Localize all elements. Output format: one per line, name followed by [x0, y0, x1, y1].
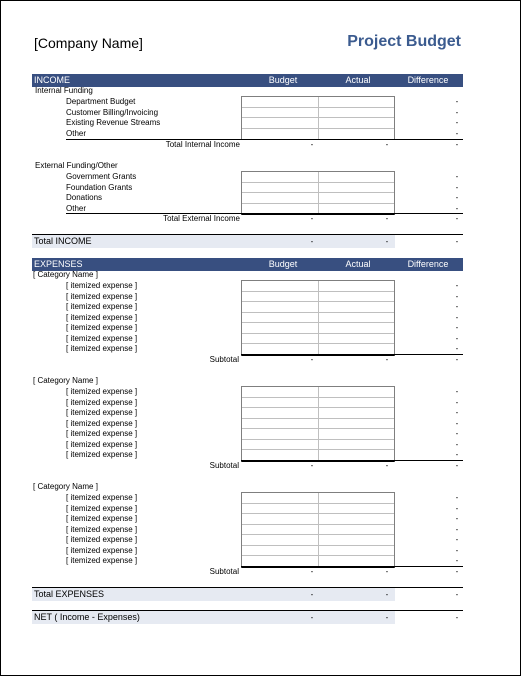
- net-label: NET ( Income - Expenses): [34, 612, 140, 622]
- difference-value: -: [455, 118, 459, 127]
- budget-net: -: [310, 613, 314, 622]
- difference-value: -: [455, 193, 459, 202]
- company-name[interactable]: [Company Name]: [34, 35, 143, 51]
- difference-value: -: [455, 302, 459, 311]
- difference-value: -: [455, 524, 459, 534]
- line-item[interactable]: Government Grants: [66, 172, 137, 181]
- difference-value: -: [455, 203, 459, 213]
- expenses-difference-column-header: Difference: [407, 259, 449, 269]
- budget-subtotal: -: [310, 354, 314, 364]
- expense-input-grid[interactable]: [241, 280, 395, 356]
- actual-subtotal: -: [385, 566, 389, 576]
- input-row[interactable]: [242, 440, 394, 451]
- difference-value: -: [455, 450, 459, 459]
- external-funding-label: External Funding/Other: [35, 161, 118, 170]
- total-income-label: Total INCOME: [34, 236, 92, 246]
- category-name[interactable]: [ Category Name ]: [33, 482, 98, 491]
- budget-total: -: [310, 140, 314, 149]
- input-row[interactable]: [242, 302, 394, 313]
- difference-value: -: [455, 128, 459, 138]
- input-row[interactable]: [242, 429, 394, 440]
- actual-total: -: [385, 214, 389, 223]
- budget-subtotal: -: [310, 566, 314, 576]
- total-rule: [66, 139, 463, 140]
- difference-total: -: [455, 140, 459, 149]
- subtotal-rule: [241, 354, 463, 355]
- itemized-expense[interactable]: [ itemized expense ]: [66, 535, 138, 544]
- itemized-expense[interactable]: [ itemized expense ]: [66, 503, 138, 513]
- actual-subtotal: -: [385, 354, 389, 364]
- line-item[interactable]: Existing Revenue Streams: [66, 118, 161, 127]
- input-row[interactable]: [242, 535, 394, 546]
- difference-total: -: [455, 214, 459, 223]
- input-row[interactable]: [242, 323, 394, 334]
- input-row[interactable]: [242, 408, 394, 419]
- income-difference-column-header: Difference: [407, 75, 449, 85]
- difference-value: -: [455, 535, 459, 544]
- input-row[interactable]: [242, 398, 394, 409]
- line-item[interactable]: Foundation Grants: [66, 182, 133, 192]
- budget-total: -: [310, 214, 314, 223]
- total-expenses-label: Total EXPENSES: [34, 589, 105, 599]
- subtotal-rule: [241, 566, 463, 567]
- actual-total: -: [385, 590, 389, 599]
- difference-value: -: [455, 408, 459, 417]
- itemized-expense[interactable]: [ itemized expense ]: [66, 323, 138, 332]
- total-internal-income-label: Total Internal Income: [165, 140, 240, 149]
- difference-value: -: [455, 182, 459, 192]
- line-item[interactable]: Donations: [66, 193, 103, 202]
- itemized-expense[interactable]: [ itemized expense ]: [66, 429, 138, 438]
- itemized-expense[interactable]: [ itemized expense ]: [66, 439, 138, 449]
- itemized-expense[interactable]: [ itemized expense ]: [66, 281, 138, 290]
- subtotal-label: Subtotal: [209, 354, 239, 364]
- external-input-grid[interactable]: [241, 171, 395, 215]
- input-row[interactable]: [242, 193, 394, 204]
- budget-total: -: [310, 237, 314, 246]
- difference-value: -: [455, 545, 459, 555]
- itemized-expense[interactable]: [ itemized expense ]: [66, 493, 138, 502]
- line-item[interactable]: Department Budget: [66, 97, 136, 106]
- input-row[interactable]: [242, 183, 394, 194]
- difference-subtotal: -: [455, 354, 459, 364]
- budget-subtotal: -: [310, 460, 314, 470]
- difference-value: -: [455, 556, 459, 565]
- internal-funding-label: Internal Funding: [35, 86, 93, 95]
- itemized-expense[interactable]: [ itemized expense ]: [66, 408, 138, 417]
- difference-value: -: [455, 291, 459, 301]
- itemized-expense[interactable]: [ itemized expense ]: [66, 397, 138, 407]
- difference-value: -: [455, 323, 459, 332]
- income-budget-column-header: Budget: [268, 75, 298, 85]
- difference-subtotal: -: [455, 566, 459, 576]
- actual-net: -: [385, 613, 389, 622]
- input-row[interactable]: [242, 118, 394, 129]
- income-actual-column-header: Actual: [345, 75, 371, 85]
- itemized-expense[interactable]: [ itemized expense ]: [66, 524, 138, 534]
- itemized-expense[interactable]: [ itemized expense ]: [66, 387, 138, 396]
- expense-input-grid[interactable]: [241, 386, 395, 462]
- input-row[interactable]: [242, 493, 394, 504]
- category-name[interactable]: [ Category Name ]: [33, 376, 98, 385]
- subtotal-label: Subtotal: [209, 460, 239, 470]
- itemized-expense[interactable]: [ itemized expense ]: [66, 333, 138, 343]
- input-row[interactable]: [242, 334, 394, 345]
- difference-net: -: [455, 613, 459, 622]
- budget-total: -: [310, 590, 314, 599]
- difference-value: -: [455, 439, 459, 449]
- expenses-header-label: EXPENSES: [34, 259, 83, 269]
- difference-value: -: [455, 514, 459, 523]
- itemized-expense[interactable]: [ itemized expense ]: [66, 344, 138, 353]
- input-row[interactable]: [242, 97, 394, 108]
- subtotal-label: Subtotal: [209, 566, 239, 576]
- difference-value: -: [455, 312, 459, 322]
- itemized-expense[interactable]: [ itemized expense ]: [66, 545, 138, 555]
- input-row[interactable]: [242, 525, 394, 536]
- line-item[interactable]: Customer Billing/Invoicing: [66, 107, 159, 117]
- total-rule: [66, 213, 463, 214]
- difference-subtotal: -: [455, 460, 459, 470]
- itemized-expense[interactable]: [ itemized expense ]: [66, 556, 138, 565]
- internal-input-grid[interactable]: [241, 96, 395, 140]
- difference-value: -: [455, 493, 459, 502]
- itemized-expense[interactable]: [ itemized expense ]: [66, 291, 138, 301]
- input-row[interactable]: [242, 387, 394, 398]
- total-external-income-label: Total External Income: [163, 214, 240, 223]
- expenses-actual-column-header: Actual: [345, 259, 371, 269]
- difference-value: -: [455, 503, 459, 513]
- input-row[interactable]: [242, 172, 394, 183]
- difference-value: -: [455, 397, 459, 407]
- input-row[interactable]: [242, 546, 394, 557]
- difference-value: -: [455, 107, 459, 117]
- difference-total: -: [455, 237, 459, 246]
- input-row[interactable]: [242, 419, 394, 430]
- input-row[interactable]: [242, 129, 394, 140]
- category-name[interactable]: [ Category Name ]: [33, 270, 98, 279]
- income-header-label: INCOME: [34, 75, 70, 85]
- expenses-budget-column-header: Budget: [268, 259, 298, 269]
- input-row[interactable]: [242, 514, 394, 525]
- itemized-expense[interactable]: [ itemized expense ]: [66, 418, 138, 428]
- income-header-bar: [32, 74, 463, 87]
- line-item[interactable]: Other: [66, 128, 87, 138]
- input-row[interactable]: [242, 281, 394, 292]
- subtotal-rule: [241, 460, 463, 461]
- difference-value: -: [455, 172, 459, 181]
- actual-total: -: [385, 140, 389, 149]
- input-row[interactable]: [242, 313, 394, 324]
- difference-value: -: [455, 387, 459, 396]
- difference-total: -: [455, 590, 459, 599]
- difference-value: -: [455, 429, 459, 438]
- line-item[interactable]: Other: [66, 203, 87, 213]
- input-row[interactable]: [242, 108, 394, 119]
- input-row[interactable]: [242, 504, 394, 515]
- itemized-expense[interactable]: [ itemized expense ]: [66, 514, 138, 523]
- difference-value: -: [455, 281, 459, 290]
- itemized-expense[interactable]: [ itemized expense ]: [66, 450, 138, 459]
- difference-value: -: [455, 344, 459, 353]
- expense-input-grid[interactable]: [241, 492, 395, 568]
- input-row[interactable]: [242, 292, 394, 303]
- difference-value: -: [455, 97, 459, 106]
- page-title: Project Budget: [347, 33, 461, 50]
- itemized-expense[interactable]: [ itemized expense ]: [66, 302, 138, 311]
- difference-value: -: [455, 333, 459, 343]
- itemized-expense[interactable]: [ itemized expense ]: [66, 312, 138, 322]
- difference-value: -: [455, 418, 459, 428]
- actual-subtotal: -: [385, 460, 389, 470]
- actual-total: -: [385, 237, 389, 246]
